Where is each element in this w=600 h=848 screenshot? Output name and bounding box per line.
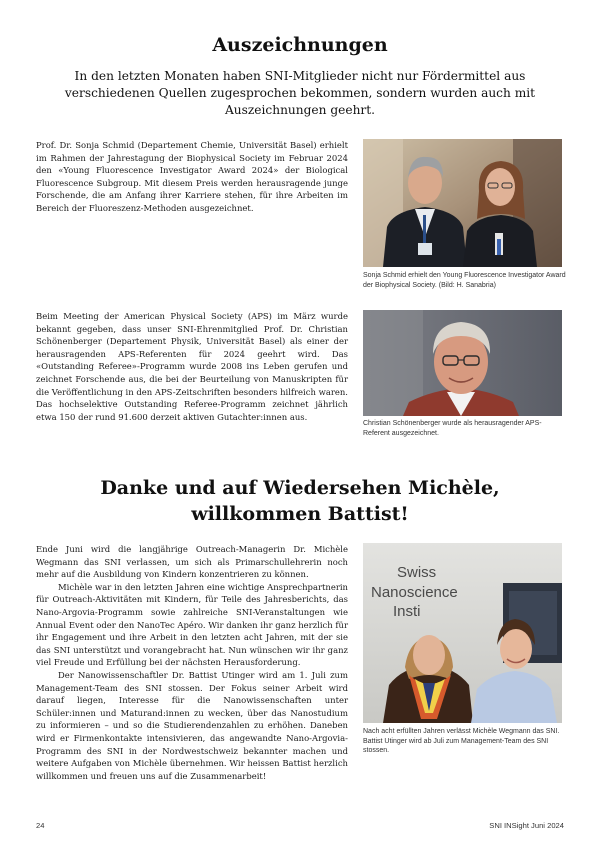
- farewell-paragraph-2: Michèle war in den letzten Jahren eine wichtige Ansprechpartnerin für Outreach-Aktivitäten mit Kindern, für Teile des Jahresberichts, das Nano-Argovia-Programm sowie zahlreiche SNI-Veranstaltungen wie Annual Event oder den NanoTec Apéro. Wir danken ihr ganz herzlich für ihr Engagement und ihre Arbeit in den letzten acht Jahren, mit der sie das SNI unterstützt und vorangebracht hat. Nun wünschen wir ihr ganz viel Freude und Erfüllung bei der nächsten Herausforderung.: [36, 581, 348, 668]
- sign-line3: Insti: [393, 603, 421, 620]
- farewell-paragraph-3: Der Nanowissenschaftler Dr. Battist Utinger wird am 1. Juli zum Management-Team des SNI stossen. Der Fokus seiner Arbeit wird darauf liegen, Interesse für die Nanowissenschaften unter Schüler:innen und Maturand:innen zu wecken, über das Nanostudium zu informieren – und so die Studierendenzahlen zu erhöhen. Daneben wird er Firmenkontakte intensivieren, das angewandte Nano-Argovia-Programm des SNI in der Nordwestschweiz bekannter machen und weitere Aufgaben von Michèle übernehmen. Wir heissen Battist herzlich willkommen und freuen uns auf die Zusammenarbeit!: [36, 669, 348, 781]
- farewell-text: [36, 543, 348, 782]
- photo-sonja-schmid: [363, 139, 562, 267]
- farewell-photo: [363, 543, 562, 723]
- section-title-farewell-line1: Danke und auf Wiedersehen Michèle,: [100, 477, 500, 499]
- page-number: 24: [36, 821, 45, 830]
- award2-paragraph: Beim Meeting der American Physical Society (APS) im März wurde bekannt gegeben, dass unser SNI-Ehrenmitglied Prof. Dr. Christian Schönenberger (Departement Physik, Universität Basel) als einer der herausragenden APS-Referenten für 2024 geehrt wird. Das «Outstanding Referee»-Programm wurde 2008 ins Leben gerufen und zeichnet Forschende aus, die bei der Beurteilung von Manuskripten für die Veröffentlichung in den APS-Zeitschriften besonders hilfreich waren. Das hochselektive Outstanding Referee-Programm zeichnet jährlich etwa 150 der rund 91.600 derzeit aktiven Gutachter:innen aus.: [36, 311, 348, 422]
- award1-paragraph: Prof. Dr. Sonja Schmid (Departement Chemie, Universität Basel) erhielt im Rahmen der Jahrestagung der Biophysical Society im Februar 2024 den «Young Fluorescence Investigator Award 2024» der Biological Fluorescence Subgroup. Mit diesem Preis werden herausragende junge Forschende, die am Anfang ihrer Karriere stehen, für ihre Arbeiten im Bereich der Fluoreszenz-Methoden ausgezeichnet.: [36, 140, 348, 213]
- publication-label: SNI INSight Juni 2024: [489, 821, 564, 830]
- farewell-caption: Nach acht erfüllten Jahren verlässt Michèle Wegmann das SNI. Battist Utinger wird ab Juli zum Management-Team des SNI stossen.: [363, 728, 560, 755]
- section-lead: In den letzten Monaten haben SNI-Mitglieder nicht nur Fördermittel aus verschiedenen Quellen zugesprochen bekommen, sondern wurden auch mit Auszeichnungen geehrt.: [64, 69, 536, 117]
- sign-line2: Nanoscience: [371, 584, 458, 601]
- award2-caption: Christian Schönenberger wurde als herausragender APS-Referent ausgezeichnet.: [363, 420, 542, 437]
- award1-caption: Sonja Schmid erhielt den Young Fluorescence Investigator Award der Biophysical Society. (Bild: H. Sanabria): [363, 272, 566, 289]
- photo-christian-schoenenberger: [363, 310, 562, 416]
- award2-photo: [363, 310, 562, 416]
- award1-photo: [363, 139, 562, 267]
- section-title-farewell-line2: willkommen Battist!: [191, 503, 409, 525]
- section-title-awards: Auszeichnungen: [212, 34, 388, 56]
- photo-michele-battist: [363, 543, 562, 723]
- farewell-paragraph-1: Ende Juni wird die langjährige Outreach-Managerin Dr. Michèle Wegmann das SNI verlassen, um sich als Primarschullehrerin noch mehr auf die Ausbildung von Kindern konzentrieren zu können.: [36, 544, 348, 580]
- sign-line1: Swiss: [397, 564, 437, 581]
- award2-text: [36, 310, 348, 423]
- award1-text: [36, 139, 348, 215]
